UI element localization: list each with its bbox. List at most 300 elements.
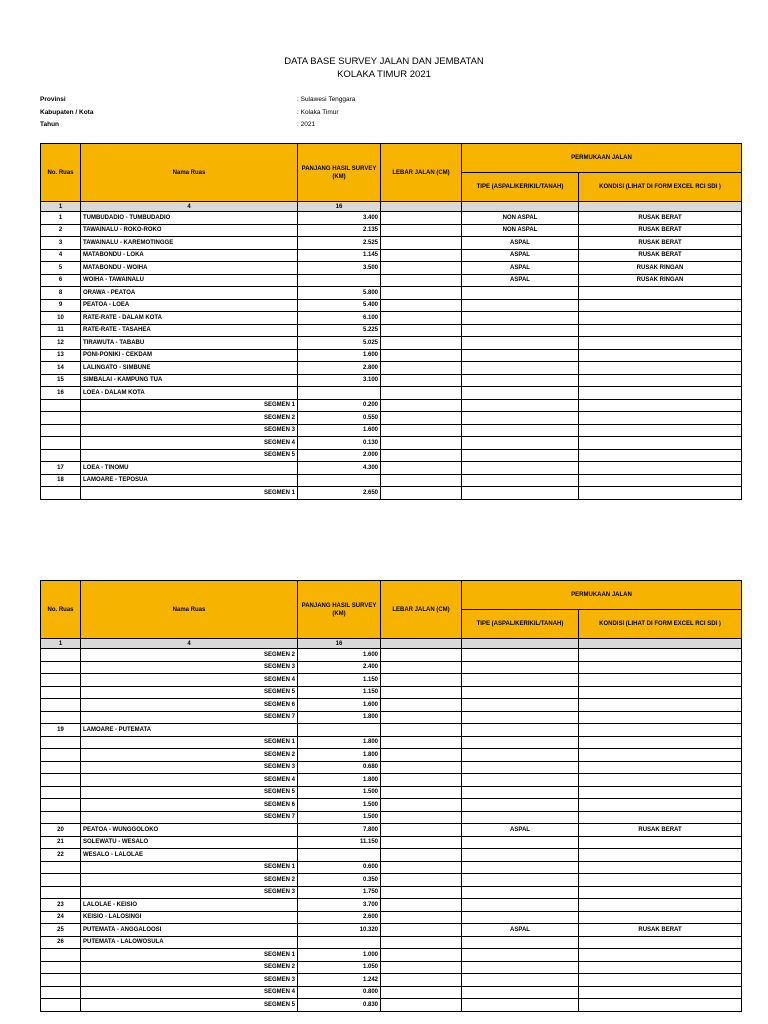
- meta-value-tahun: : 2021: [297, 121, 316, 128]
- surface-type-cell: [462, 686, 579, 699]
- ruas-number-cell: 5: [41, 262, 81, 275]
- header-nama-ruas: Nama Ruas: [81, 144, 298, 202]
- header-permukaan: PERMUKAAN JALAN: [462, 144, 742, 173]
- colnum-cell: 1: [41, 202, 81, 212]
- table-row: [41, 974, 742, 987]
- ruas-number-cell: [41, 961, 81, 974]
- ruas-name-cell: PUTEMATA - ANGGALOOSI: [81, 924, 298, 937]
- table-row: [41, 936, 742, 949]
- ruas-number-cell: [41, 949, 81, 962]
- surface-type-cell: [462, 387, 579, 400]
- surface-type-cell: [462, 337, 579, 350]
- length-cell: 1.000: [298, 949, 381, 962]
- length-cell: 0.130: [298, 437, 381, 450]
- condition-cell: [579, 387, 742, 400]
- ruas-name-cell: MATABONDU - LOKA: [81, 249, 298, 262]
- table-row: [41, 949, 742, 962]
- condition-cell: [579, 836, 742, 849]
- surface-type-cell: [462, 699, 579, 712]
- width-cell: [381, 424, 462, 437]
- segment-cell: SEGMEN 3: [81, 761, 298, 774]
- width-cell: [381, 699, 462, 712]
- colnum-cell: 4: [81, 639, 298, 649]
- document-title: DATA BASE SURVEY JALAN DAN JEMBATAN: [284, 56, 484, 67]
- length-cell: 3.400: [298, 212, 381, 225]
- table-row: [41, 849, 742, 862]
- length-cell: 11.150: [298, 836, 381, 849]
- condition-cell: [579, 949, 742, 962]
- ruas-number-cell: [41, 886, 81, 899]
- surface-type-cell: [462, 312, 579, 325]
- ruas-number-cell: 25: [41, 924, 81, 937]
- condition-cell: [579, 811, 742, 824]
- table-row: [41, 212, 742, 225]
- surface-type-cell: [462, 399, 579, 412]
- segment-cell: SEGMEN 2: [81, 649, 298, 662]
- ruas-name-cell: RATE-RATE - TASAHEA: [81, 324, 298, 337]
- surface-type-cell: [462, 711, 579, 724]
- width-cell: [381, 649, 462, 662]
- surface-type-cell: [462, 936, 579, 949]
- condition-cell: [579, 986, 742, 999]
- table-row: [41, 824, 742, 837]
- surface-type-cell: [462, 886, 579, 899]
- length-cell: [298, 274, 381, 287]
- ruas-number-cell: [41, 661, 81, 674]
- surface-type-cell: ASPAL: [462, 924, 579, 937]
- ruas-name-cell: LOEA - TINOMU: [81, 462, 298, 475]
- surface-type-cell: [462, 674, 579, 687]
- surface-type-cell: [462, 412, 579, 425]
- surface-type-cell: [462, 487, 579, 500]
- length-cell: 1.500: [298, 799, 381, 812]
- condition-cell: [579, 724, 742, 737]
- ruas-name-cell: PEATOA - WUNGGOLOKO: [81, 824, 298, 837]
- colnum-cell: [579, 202, 742, 212]
- width-cell: [381, 449, 462, 462]
- segment-cell: SEGMEN 7: [81, 711, 298, 724]
- ruas-number-cell: [41, 412, 81, 425]
- condition-cell: [579, 287, 742, 300]
- colnum-cell: [381, 639, 462, 649]
- table-row: [41, 874, 742, 887]
- ruas-name-cell: LOEA - DALAM KOTA: [81, 387, 298, 400]
- condition-cell: [579, 686, 742, 699]
- condition-cell: [579, 437, 742, 450]
- condition-cell: RUSAK RINGAN: [579, 274, 742, 287]
- table-row: [41, 474, 742, 487]
- ruas-number-cell: [41, 699, 81, 712]
- meta-label-kabupaten: Kabupaten / Kota: [40, 109, 94, 116]
- table-row: [41, 299, 742, 312]
- ruas-name-cell: LAMOARE - PUTEMATA: [81, 724, 298, 737]
- length-cell: 3.100: [298, 374, 381, 387]
- header-panjang: PANJANG HASIL SURVEY (KM): [298, 144, 381, 202]
- surface-type-cell: [462, 661, 579, 674]
- width-cell: [381, 262, 462, 275]
- segment-cell: SEGMEN 1: [81, 949, 298, 962]
- length-cell: 10.320: [298, 924, 381, 937]
- width-cell: [381, 936, 462, 949]
- ruas-number-cell: 18: [41, 474, 81, 487]
- width-cell: [381, 349, 462, 362]
- length-cell: 2.650: [298, 487, 381, 500]
- ruas-number-cell: [41, 799, 81, 812]
- ruas-number-cell: 10: [41, 312, 81, 325]
- ruas-number-cell: 24: [41, 911, 81, 924]
- width-cell: [381, 811, 462, 824]
- ruas-number-cell: 11: [41, 324, 81, 337]
- condition-cell: [579, 899, 742, 912]
- width-cell: [381, 799, 462, 812]
- colnum-cell: [462, 202, 579, 212]
- length-cell: 1.750: [298, 886, 381, 899]
- length-cell: 1.800: [298, 749, 381, 762]
- length-cell: 1.600: [298, 699, 381, 712]
- length-cell: 0.800: [298, 986, 381, 999]
- length-cell: 2.400: [298, 661, 381, 674]
- meta-value-provinsi: : Sulawesi Tenggara: [297, 96, 356, 103]
- ruas-name-cell: SOLEWATU - WESALO: [81, 836, 298, 849]
- condition-cell: [579, 399, 742, 412]
- table-row: [41, 349, 742, 362]
- ruas-number-cell: 16: [41, 387, 81, 400]
- width-cell: [381, 224, 462, 237]
- condition-cell: RUSAK BERAT: [579, 224, 742, 237]
- ruas-number-cell: [41, 749, 81, 762]
- colnum-cell: [579, 639, 742, 649]
- condition-cell: [579, 849, 742, 862]
- ruas-name-cell: LALOLAE - KEISIO: [81, 899, 298, 912]
- table-1-body: [41, 212, 742, 500]
- table-row: [41, 749, 742, 762]
- ruas-number-cell: [41, 761, 81, 774]
- width-cell: [381, 949, 462, 962]
- segment-cell: SEGMEN 3: [81, 424, 298, 437]
- condition-cell: [579, 362, 742, 375]
- ruas-name-cell: PONI-PONIKI - CEKDAM: [81, 349, 298, 362]
- header-lebar: LEBAR JALAN (CM): [381, 144, 462, 202]
- width-cell: [381, 786, 462, 799]
- width-cell: [381, 237, 462, 250]
- segment-cell: SEGMEN 5: [81, 999, 298, 1012]
- segment-cell: SEGMEN 4: [81, 986, 298, 999]
- table-row: [41, 437, 742, 450]
- width-cell: [381, 674, 462, 687]
- condition-cell: [579, 312, 742, 325]
- ruas-name-cell: LAMOARE - TEPOSUA: [81, 474, 298, 487]
- condition-cell: [579, 699, 742, 712]
- ruas-number-cell: 2: [41, 224, 81, 237]
- surface-type-cell: [462, 424, 579, 437]
- condition-cell: [579, 786, 742, 799]
- colnum-cell: [462, 639, 579, 649]
- width-cell: [381, 274, 462, 287]
- length-cell: 2.525: [298, 237, 381, 250]
- condition-cell: [579, 412, 742, 425]
- length-cell: [298, 474, 381, 487]
- table-row: [41, 649, 742, 662]
- table-row: [41, 961, 742, 974]
- width-cell: [381, 736, 462, 749]
- length-cell: 2.135: [298, 224, 381, 237]
- table-row: [41, 224, 742, 237]
- ruas-number-cell: [41, 711, 81, 724]
- table-row: [41, 861, 742, 874]
- segment-cell: SEGMEN 4: [81, 774, 298, 787]
- width-cell: [381, 824, 462, 837]
- length-cell: 4.300: [298, 462, 381, 475]
- ruas-number-cell: 20: [41, 824, 81, 837]
- table-row: [41, 686, 742, 699]
- condition-cell: RUSAK BERAT: [579, 824, 742, 837]
- ruas-number-cell: 21: [41, 836, 81, 849]
- surface-type-cell: [462, 749, 579, 762]
- ruas-number-cell: [41, 736, 81, 749]
- width-cell: [381, 399, 462, 412]
- condition-cell: [579, 761, 742, 774]
- table-row: [41, 274, 742, 287]
- ruas-number-cell: [41, 786, 81, 799]
- ruas-number-cell: [41, 811, 81, 824]
- table-row: [41, 312, 742, 325]
- survey-table-1: [40, 143, 742, 500]
- width-cell: [381, 487, 462, 500]
- surface-type-cell: [462, 324, 579, 337]
- width-cell: [381, 724, 462, 737]
- condition-cell: [579, 649, 742, 662]
- table-row: [41, 811, 742, 824]
- condition-cell: [579, 424, 742, 437]
- survey-table-2: [40, 580, 742, 1012]
- table-row: [41, 374, 742, 387]
- table-row: [41, 449, 742, 462]
- surface-type-cell: [462, 986, 579, 999]
- surface-type-cell: [462, 349, 579, 362]
- length-cell: [298, 724, 381, 737]
- ruas-number-cell: 14: [41, 362, 81, 375]
- ruas-name-cell: SIMBALAI - KAMPUNG TUA: [81, 374, 298, 387]
- condition-cell: [579, 674, 742, 687]
- header-lebar: LEBAR JALAN (CM): [381, 581, 462, 639]
- table-row: [41, 911, 742, 924]
- ruas-number-cell: 15: [41, 374, 81, 387]
- condition-cell: [579, 474, 742, 487]
- table-row: [41, 899, 742, 912]
- segment-cell: SEGMEN 2: [81, 749, 298, 762]
- condition-cell: [579, 999, 742, 1012]
- surface-type-cell: [462, 374, 579, 387]
- width-cell: [381, 312, 462, 325]
- length-cell: [298, 849, 381, 862]
- table-row: [41, 462, 742, 475]
- ruas-number-cell: 19: [41, 724, 81, 737]
- length-cell: 1.800: [298, 711, 381, 724]
- length-cell: 0.350: [298, 874, 381, 887]
- width-cell: [381, 986, 462, 999]
- surface-type-cell: [462, 774, 579, 787]
- length-cell: [298, 387, 381, 400]
- ruas-number-cell: 6: [41, 274, 81, 287]
- width-cell: [381, 299, 462, 312]
- table-row: [41, 287, 742, 300]
- segment-cell: SEGMEN 6: [81, 699, 298, 712]
- width-cell: [381, 362, 462, 375]
- condition-cell: [579, 749, 742, 762]
- ruas-number-cell: [41, 424, 81, 437]
- surface-type-cell: NON ASPAL: [462, 224, 579, 237]
- ruas-name-cell: MATABONDU - WOIHA: [81, 262, 298, 275]
- condition-cell: [579, 711, 742, 724]
- table-row: [41, 986, 742, 999]
- ruas-number-cell: 4: [41, 249, 81, 262]
- width-cell: [381, 836, 462, 849]
- ruas-number-cell: [41, 487, 81, 500]
- table-row: [41, 736, 742, 749]
- segment-cell: SEGMEN 1: [81, 736, 298, 749]
- ruas-number-cell: 13: [41, 349, 81, 362]
- length-cell: 5.800: [298, 287, 381, 300]
- surface-type-cell: [462, 736, 579, 749]
- condition-cell: [579, 974, 742, 987]
- ruas-name-cell: WOIHA - TAWAINALU: [81, 274, 298, 287]
- segment-cell: SEGMEN 6: [81, 799, 298, 812]
- length-cell: 5.400: [298, 299, 381, 312]
- table-row: [41, 924, 742, 937]
- width-cell: [381, 686, 462, 699]
- column-number-row: [41, 202, 742, 212]
- surface-type-cell: [462, 961, 579, 974]
- table-row: [41, 424, 742, 437]
- table-row: [41, 249, 742, 262]
- table-row: [41, 387, 742, 400]
- surface-type-cell: ASPAL: [462, 262, 579, 275]
- ruas-number-cell: [41, 674, 81, 687]
- condition-cell: [579, 449, 742, 462]
- table-row: [41, 799, 742, 812]
- table-row: [41, 412, 742, 425]
- condition-cell: [579, 799, 742, 812]
- width-cell: [381, 661, 462, 674]
- length-cell: [298, 936, 381, 949]
- length-cell: 0.200: [298, 399, 381, 412]
- header-no-ruas: No. Ruas: [41, 144, 81, 202]
- length-cell: 5.025: [298, 337, 381, 350]
- width-cell: [381, 861, 462, 874]
- length-cell: 1.800: [298, 736, 381, 749]
- surface-type-cell: [462, 462, 579, 475]
- ruas-number-cell: [41, 437, 81, 450]
- width-cell: [381, 412, 462, 425]
- length-cell: 1.500: [298, 811, 381, 824]
- surface-type-cell: ASPAL: [462, 249, 579, 262]
- table-row: [41, 337, 742, 350]
- segment-cell: SEGMEN 3: [81, 886, 298, 899]
- length-cell: 7.800: [298, 824, 381, 837]
- width-cell: [381, 924, 462, 937]
- width-cell: [381, 761, 462, 774]
- condition-cell: [579, 324, 742, 337]
- width-cell: [381, 374, 462, 387]
- condition-cell: RUSAK BERAT: [579, 237, 742, 250]
- width-cell: [381, 749, 462, 762]
- length-cell: 3.500: [298, 262, 381, 275]
- length-cell: 3.700: [298, 899, 381, 912]
- width-cell: [381, 899, 462, 912]
- segment-cell: SEGMEN 2: [81, 874, 298, 887]
- ruas-number-cell: 8: [41, 287, 81, 300]
- width-cell: [381, 911, 462, 924]
- table-row: [41, 661, 742, 674]
- condition-cell: [579, 774, 742, 787]
- condition-cell: [579, 337, 742, 350]
- segment-cell: SEGMEN 1: [81, 399, 298, 412]
- length-cell: 1.600: [298, 424, 381, 437]
- ruas-number-cell: [41, 986, 81, 999]
- table-row: [41, 786, 742, 799]
- surface-type-cell: [462, 849, 579, 862]
- length-cell: 0.550: [298, 412, 381, 425]
- ruas-number-cell: 17: [41, 462, 81, 475]
- ruas-number-cell: [41, 974, 81, 987]
- surface-type-cell: [462, 299, 579, 312]
- table-row: [41, 362, 742, 375]
- length-cell: 1.050: [298, 961, 381, 974]
- surface-type-cell: [462, 836, 579, 849]
- document-subtitle: KOLAKA TIMUR 2021: [337, 69, 431, 80]
- table-2-body: [41, 649, 742, 1012]
- meta-value-kabupaten: : Kolaka Timur: [297, 109, 339, 116]
- surface-type-cell: [462, 911, 579, 924]
- segment-cell: SEGMEN 2: [81, 412, 298, 425]
- segment-cell: SEGMEN 5: [81, 449, 298, 462]
- surface-type-cell: [462, 449, 579, 462]
- surface-type-cell: [462, 974, 579, 987]
- ruas-number-cell: 3: [41, 237, 81, 250]
- meta-label-tahun: Tahun: [40, 121, 60, 128]
- surface-type-cell: [462, 999, 579, 1012]
- condition-cell: [579, 911, 742, 924]
- width-cell: [381, 711, 462, 724]
- header-kondisi: KONDISI (LIHAT DI FORM EXCEL RCI SDI ): [579, 173, 742, 202]
- width-cell: [381, 324, 462, 337]
- table-row: [41, 724, 742, 737]
- length-cell: 0.830: [298, 999, 381, 1012]
- width-cell: [381, 849, 462, 862]
- table-row: [41, 487, 742, 500]
- table-row: [41, 711, 742, 724]
- ruas-number-cell: 9: [41, 299, 81, 312]
- width-cell: [381, 474, 462, 487]
- length-cell: 1.600: [298, 649, 381, 662]
- header-tipe: TIPE (ASPAL/KERIKIL/TANAH): [462, 173, 579, 202]
- length-cell: 6.100: [298, 312, 381, 325]
- condition-cell: [579, 736, 742, 749]
- segment-cell: SEGMEN 2: [81, 961, 298, 974]
- surface-type-cell: [462, 799, 579, 812]
- width-cell: [381, 874, 462, 887]
- header-tipe: TIPE (ASPAL/KERIKIL/TANAH): [462, 610, 579, 639]
- surface-type-cell: [462, 287, 579, 300]
- length-cell: 0.680: [298, 761, 381, 774]
- width-cell: [381, 387, 462, 400]
- header-nama-ruas: Nama Ruas: [81, 581, 298, 639]
- ruas-number-cell: [41, 999, 81, 1012]
- ruas-number-cell: [41, 774, 81, 787]
- surface-type-cell: [462, 724, 579, 737]
- condition-cell: RUSAK RINGAN: [579, 262, 742, 275]
- condition-cell: RUSAK BERAT: [579, 924, 742, 937]
